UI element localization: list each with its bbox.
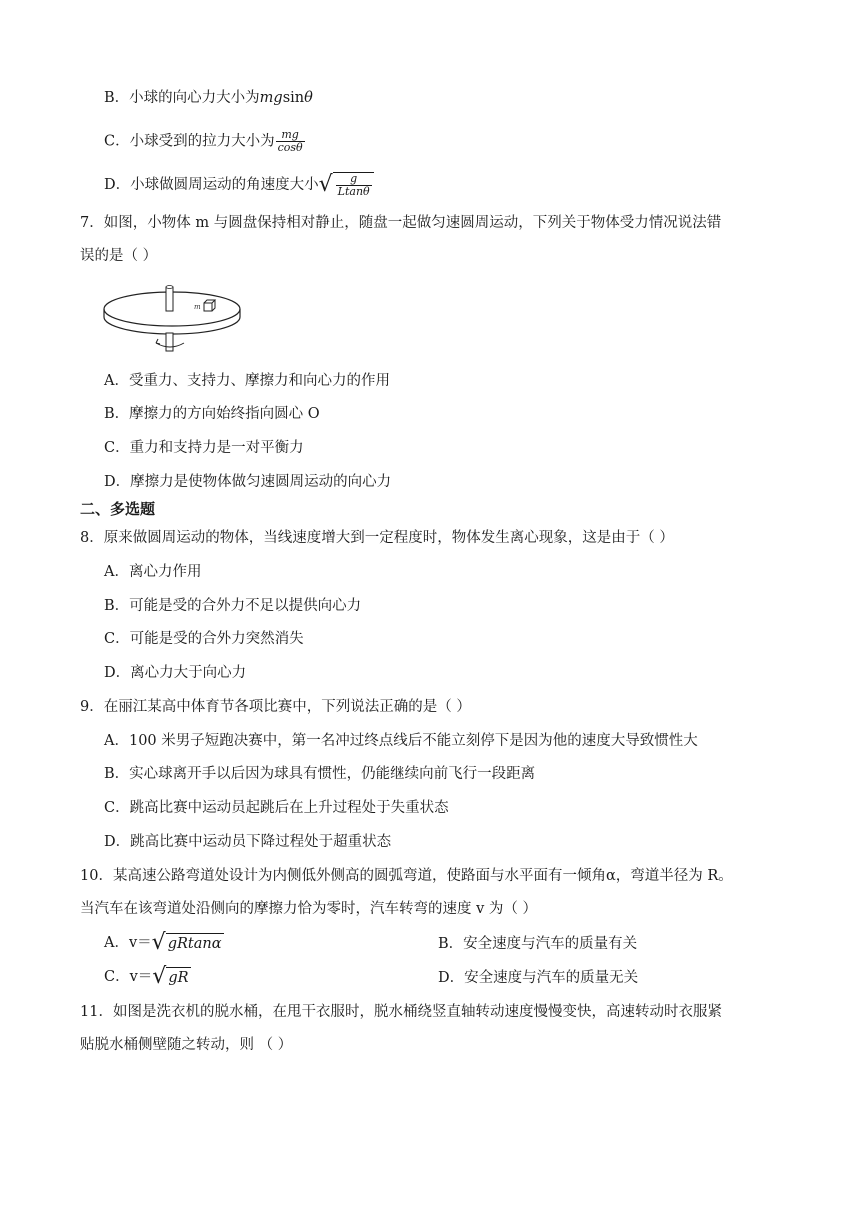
- q6-option-c: [104, 129, 305, 154]
- sqrt-symbol-icon: √: [152, 964, 167, 989]
- q8-stem: 8．原来做圆周运动的物体，当线速度增大到一定程度时，物体发生离心现象，这是由于（ ）: [80, 530, 674, 546]
- q6-option-d: [104, 172, 374, 198]
- q6-option-b-label: B．小球的向心力大小为: [104, 90, 260, 106]
- q10-option-b: B．安全速度与汽车的质量有关: [438, 936, 638, 952]
- q11-stem-line2: 贴脱水桶侧壁随之转动，则 （ ）: [80, 1037, 293, 1053]
- q6-option-b-var: θ: [304, 90, 313, 106]
- q6-option-c-label: C．小球受到的拉力大小为: [104, 133, 275, 150]
- q11-stem-line1: 11．如图是洗衣机的脱水桶，在甩干衣服时，脱水桶绕竖直轴转动速度慢慢变快，高速转动时衣服紧: [80, 1004, 722, 1020]
- q10-option-c-label: C．v＝: [104, 969, 153, 985]
- q10-option-d: D．安全速度与汽车的质量无关: [438, 970, 639, 986]
- sqrt-symbol-icon: √: [151, 930, 166, 955]
- q9-option-a: A．100 米男子短跑决赛中，第一名冲过终点线后不能立刻停下是因为他的速度大导致惯性大: [104, 733, 698, 749]
- q10-option-a: [104, 932, 224, 954]
- q6-option-d-denominator: Ltanθ: [337, 185, 370, 198]
- q10-option-c: [104, 966, 191, 988]
- q10-option-a-radicand: gRtanα: [166, 933, 224, 954]
- q10-option-c-radicand: gR: [166, 967, 190, 988]
- q7-option-c: C．重力和支持力是一对平衡力: [104, 440, 304, 456]
- figure-mass-label: m: [194, 303, 201, 311]
- q9-option-c: C．跳高比赛中运动员起跳后在上升过程处于失重状态: [104, 800, 449, 816]
- q6-option-d-numerator: g: [336, 173, 372, 186]
- section-heading: 二、多选题: [80, 500, 156, 518]
- q6-option-c-fraction: [276, 129, 305, 154]
- q8-option-a: A．离心力作用: [104, 564, 202, 580]
- q6-option-d-sqrt: [319, 172, 374, 198]
- q7-option-b: B．摩擦力的方向始终指向圆心 O: [104, 406, 320, 422]
- q8-option-b: B．可能是受的合外力不足以提供向心力: [104, 598, 362, 614]
- q9-stem: 9．在丽江某高中体育节各项比赛中，下列说法正确的是（ ）: [80, 699, 471, 715]
- q10-option-a-label: A．v＝: [104, 935, 152, 951]
- q7-stem-line2: 误的是（ ）: [80, 248, 158, 264]
- q6-option-c-numerator: mg: [276, 129, 305, 142]
- q6-option-b: [104, 88, 313, 108]
- q6-option-c-denominator: cosθ: [277, 141, 303, 154]
- q7-option-a: A．受重力、支持力、摩擦力和向心力的作用: [104, 373, 390, 389]
- q9-option-b: B．实心球离开手以后因为球具有惯性，仍能继续向前飞行一段距离: [104, 766, 536, 782]
- q6-option-d-label: D．小球做圆周运动的角速度大小: [104, 177, 319, 193]
- sqrt-symbol-icon: √: [318, 172, 333, 197]
- q10-option-c-sqrt: [152, 966, 190, 988]
- q10-stem-line2: 当汽车在该弯道处沿侧向的摩擦力恰为零时，汽车转弯的速度 v 为（ ）: [80, 901, 538, 917]
- q7-stem-line1: 7．如图，小物体 m 与圆盘保持相对静止，随盘一起做匀速圆周运动，下列关于物体受力情况说法错: [80, 215, 722, 231]
- q8-option-c: C．可能是受的合外力突然消失: [104, 631, 304, 647]
- q6-option-b-expr: mg: [259, 90, 283, 106]
- q10-option-a-sqrt: [152, 932, 224, 954]
- q9-option-d: D．跳高比赛中运动员下降过程处于超重状态: [104, 834, 392, 850]
- q8-option-d: D．离心力大于向心力: [104, 665, 247, 681]
- q6-option-b-fn: sin: [282, 90, 305, 106]
- q7-option-d: D．摩擦力是使物体做匀速圆周运动的向心力: [104, 474, 392, 490]
- rotating-disk-figure: [100, 283, 246, 355]
- q10-stem-line1: 10．某高速公路弯道处设计为内侧低外侧高的圆弧弯道，使路面与水平面有一倾角α，弯道半径为 R。: [80, 868, 733, 884]
